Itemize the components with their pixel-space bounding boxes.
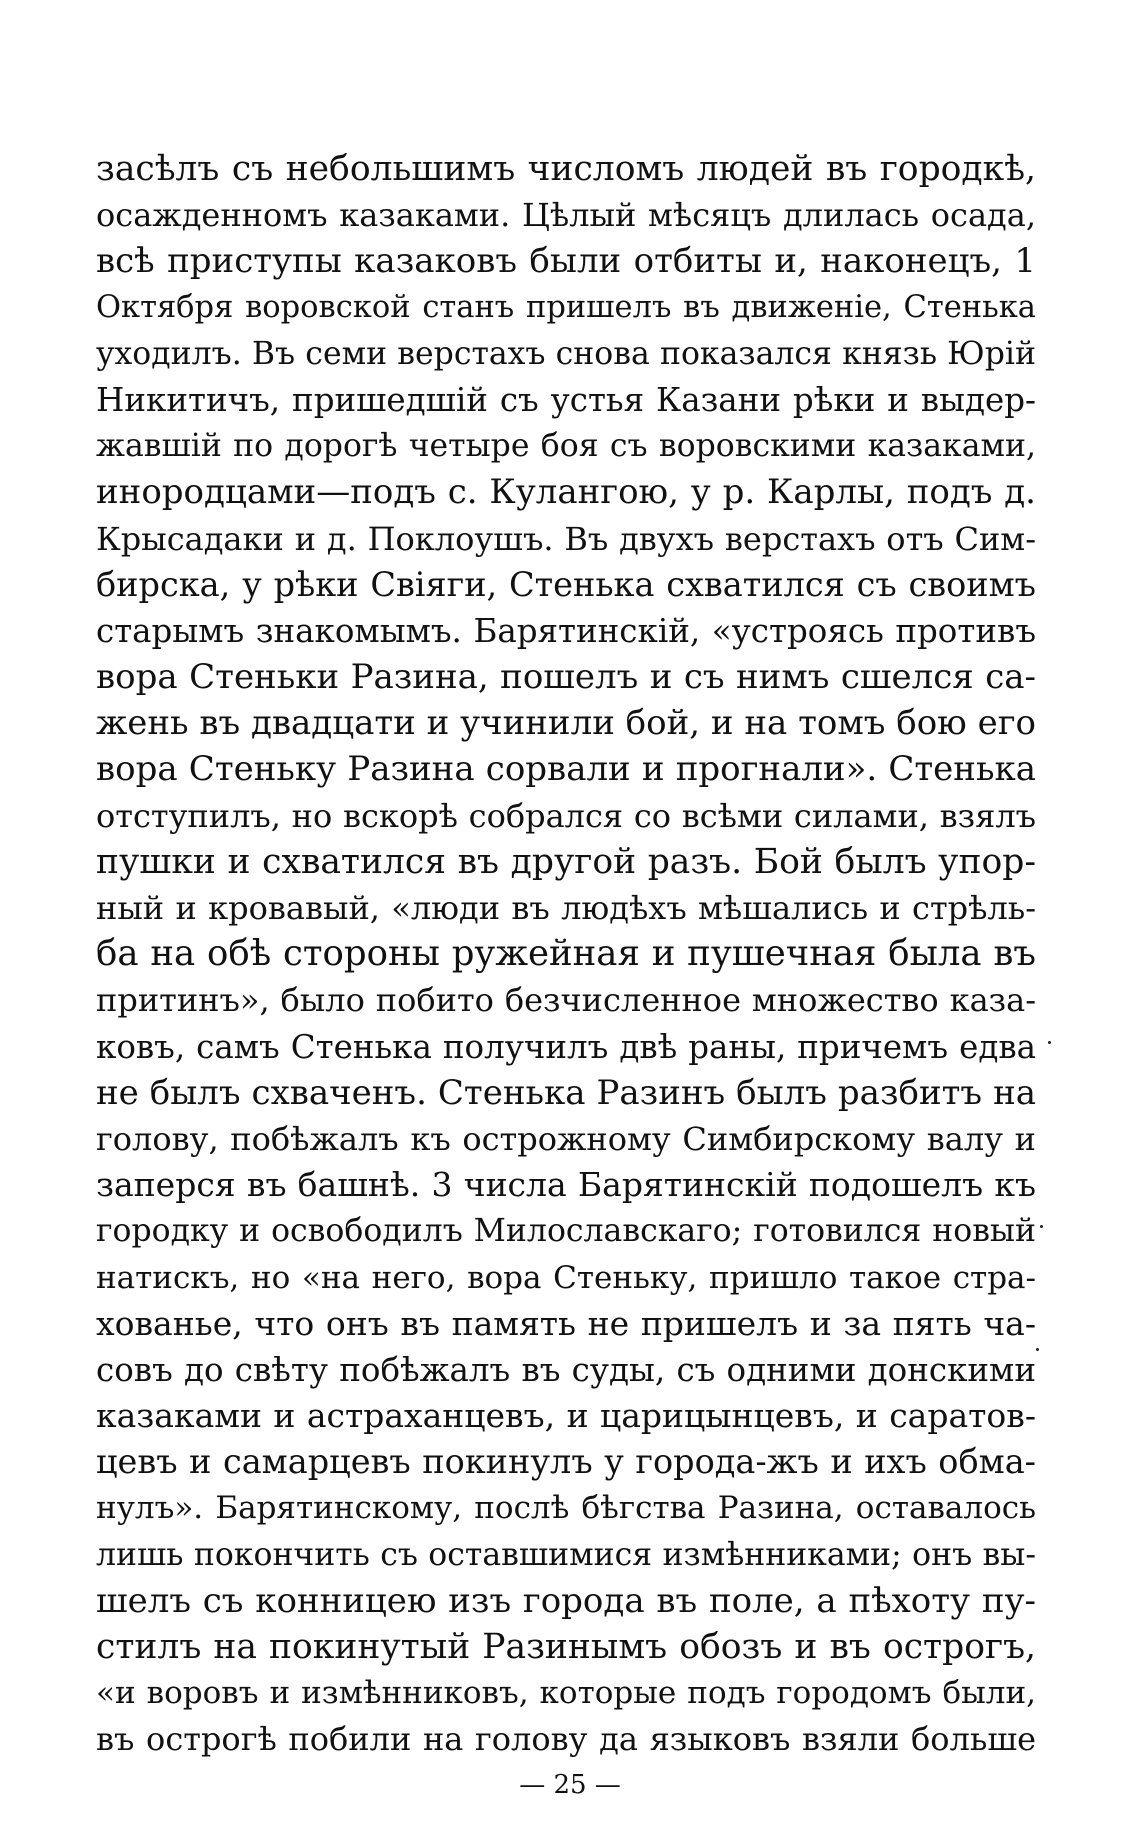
text-line: засѣлъ съ небольшимъ числомъ людей въ городкѣ, [96,149,1036,189]
text-line: заперся въ башнѣ. 3 числа Барятинскій подошелъ къ [96,1165,1036,1205]
text-line: вора Стеньки Разина, пошелъ и съ нимъ сшелся са- [96,657,1036,698]
text-line: въ острогѣ побили на голову да языковъ взяли больше [96,1720,1036,1759]
text-line: цевъ и самарцевъ покинулъ у города-жъ и ихъ обма- [96,1442,1036,1482]
text-line: жавшій по дорогѣ четыре боя съ воровскими казаками, [96,428,1036,465]
text-line: казаками и астраханцевъ, и царицынцевъ, и саратов- [96,1396,1036,1436]
text-line: ба на обѣ стороны ружейная и пушечная была въ [96,933,1036,975]
page-number: — 25 — [519,1770,621,1800]
text-line: не былъ схваченъ. Стенька Разинъ былъ разбитъ на [96,1072,1036,1113]
text-line: старымъ знакомымъ. Барятинскій, «устроясь противъ [96,611,1036,650]
text-line: осажденномъ казаками. Цѣлый мѣсяцъ длилась осада, [96,196,1036,235]
text-line: Крысадаки и д. Поклоушъ. Въ двухъ верстахъ отъ Сим- [96,519,1036,558]
text-line: инородцами—подъ с. Кулангою, у р. Карлы, подъ д. [96,472,1036,513]
text-line: голову, побѣжалъ къ острожному Симбирскому валу и [96,1119,1036,1158]
text-line: Октября воровской станъ пришелъ въ движеніе, Стенька [96,289,1036,325]
text-line: пушки и схватился въ другой разъ. Бой былъ упор- [96,841,1036,882]
text-line: бирска, у рѣки Свіяги, Стенька схватился съ своимъ [96,564,1036,604]
text-line: городку и освободилъ Милославскаго; готовился новый [96,1213,1036,1250]
text-line: притинъ», было побито безчисленное множество каза- [96,981,1036,1020]
print-speck [1036,1348,1039,1351]
body-text [96,146,1036,1763]
text-line: натискъ, но «на него, вора Стеньку, пришло такое стра- [96,1259,1036,1296]
text-line: отступилъ, но вскорѣ собрался со всѣми силами, взялъ [96,796,1036,835]
text-line: хованье, что онъ въ память не пришелъ и за пять ча- [96,1303,1036,1343]
text-line: стилъ на покинутый Разинымъ обозъ и въ острогъ, [96,1627,1036,1667]
text-line: уходилъ. Въ семи верстахъ снова показался князь Юрій [96,335,1036,372]
text-line: шелъ съ конницею изъ города въ поле, а пѣхоту пу- [96,1580,1036,1621]
text-line: «и воровъ и измѣнниковъ, которые подъ городомъ были, [96,1675,1036,1712]
text-line: ковъ, самъ Стенька получилъ двѣ раны, причемъ едва [96,1027,1036,1066]
print-speck [1040,1225,1043,1228]
text-line: вора Стеньку Разина сорвали и прогнали». Стенька [96,749,1036,790]
text-line: ный и кровавый, «люди въ людѣхъ мѣшались и стрѣль- [96,889,1036,927]
text-line: лишь покончить съ оставшимися измѣнниками; онъ вы- [96,1536,1036,1573]
text-line: жень въ двадцати и учинили бой, и на томъ бою его [96,703,1036,744]
text-line: совъ до свѣту побѣжалъ въ суды, съ одними донскими [96,1350,1036,1389]
text-line: нулъ». Барятинскому, послѣ бѣгства Разина, оставалось [96,1490,1036,1527]
text-line: всѣ приступы казаковъ были отбиты и, наконецъ, 1 [96,241,1036,282]
text-line: Никитичъ, пришедшій съ устья Казани рѣки и выдер- [96,380,1036,419]
print-speck [1048,1041,1051,1044]
